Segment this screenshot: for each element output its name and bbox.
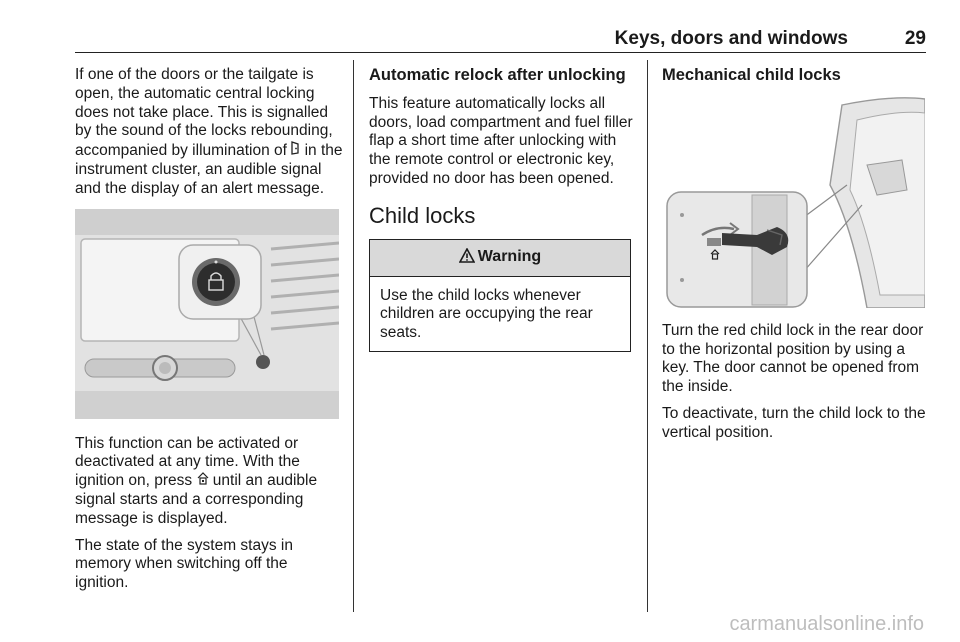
paragraph: This function can be activated or deactivated at any time. With the ignition on, press until an audible signal starts and a corresponding message is displayed.	[75, 434, 318, 527]
page-number: 29	[904, 28, 926, 49]
section-title: Keys, doors and windows	[614, 28, 848, 49]
warning-header	[370, 240, 630, 277]
column-middle	[369, 66, 634, 352]
column-right	[662, 66, 932, 451]
page-header	[75, 28, 926, 53]
warning-box	[369, 239, 631, 352]
warning-text: Use the child locks whenever children are occupying the rear seats.	[380, 286, 593, 342]
warning-title: Warning	[477, 248, 542, 266]
section-heading: Child locks	[369, 202, 476, 228]
paragraph: This feature automatically locks all doors, load compartment and fuel filler flap a short time after unlocking with the remote control or electronic key, provided no door has been opened.	[369, 94, 633, 187]
paragraph: To deactivate, turn the child lock to the vertical position.	[662, 404, 926, 441]
warning-triangle-icon	[459, 248, 475, 268]
subheading: Automatic relock after unlocking	[369, 66, 626, 84]
subheading: Mechanical child locks	[662, 66, 841, 84]
paragraph: The state of the system stays in memory when switching off the ignition.	[75, 536, 293, 592]
door-open-icon	[291, 141, 300, 161]
column-divider	[647, 60, 648, 612]
column-left	[75, 66, 345, 601]
watermark: carmanualsonline.info	[729, 613, 924, 635]
lock-home-icon	[197, 472, 209, 491]
column-divider	[353, 60, 354, 612]
child-lock-figure	[662, 95, 925, 308]
dashboard-button-figure	[75, 209, 339, 419]
paragraph: If one of the doors or the tailgate is open, the automatic central locking does not take place. This is signalled by the sound of the locks rebounding, accompanied by illumination of in the instrument cluster, an audible signal and the display of an alert message.	[75, 66, 343, 197]
paragraph: Turn the red child lock in the rear door to the horizontal position by using a key. The door cannot be opened from the inside.	[662, 321, 924, 396]
